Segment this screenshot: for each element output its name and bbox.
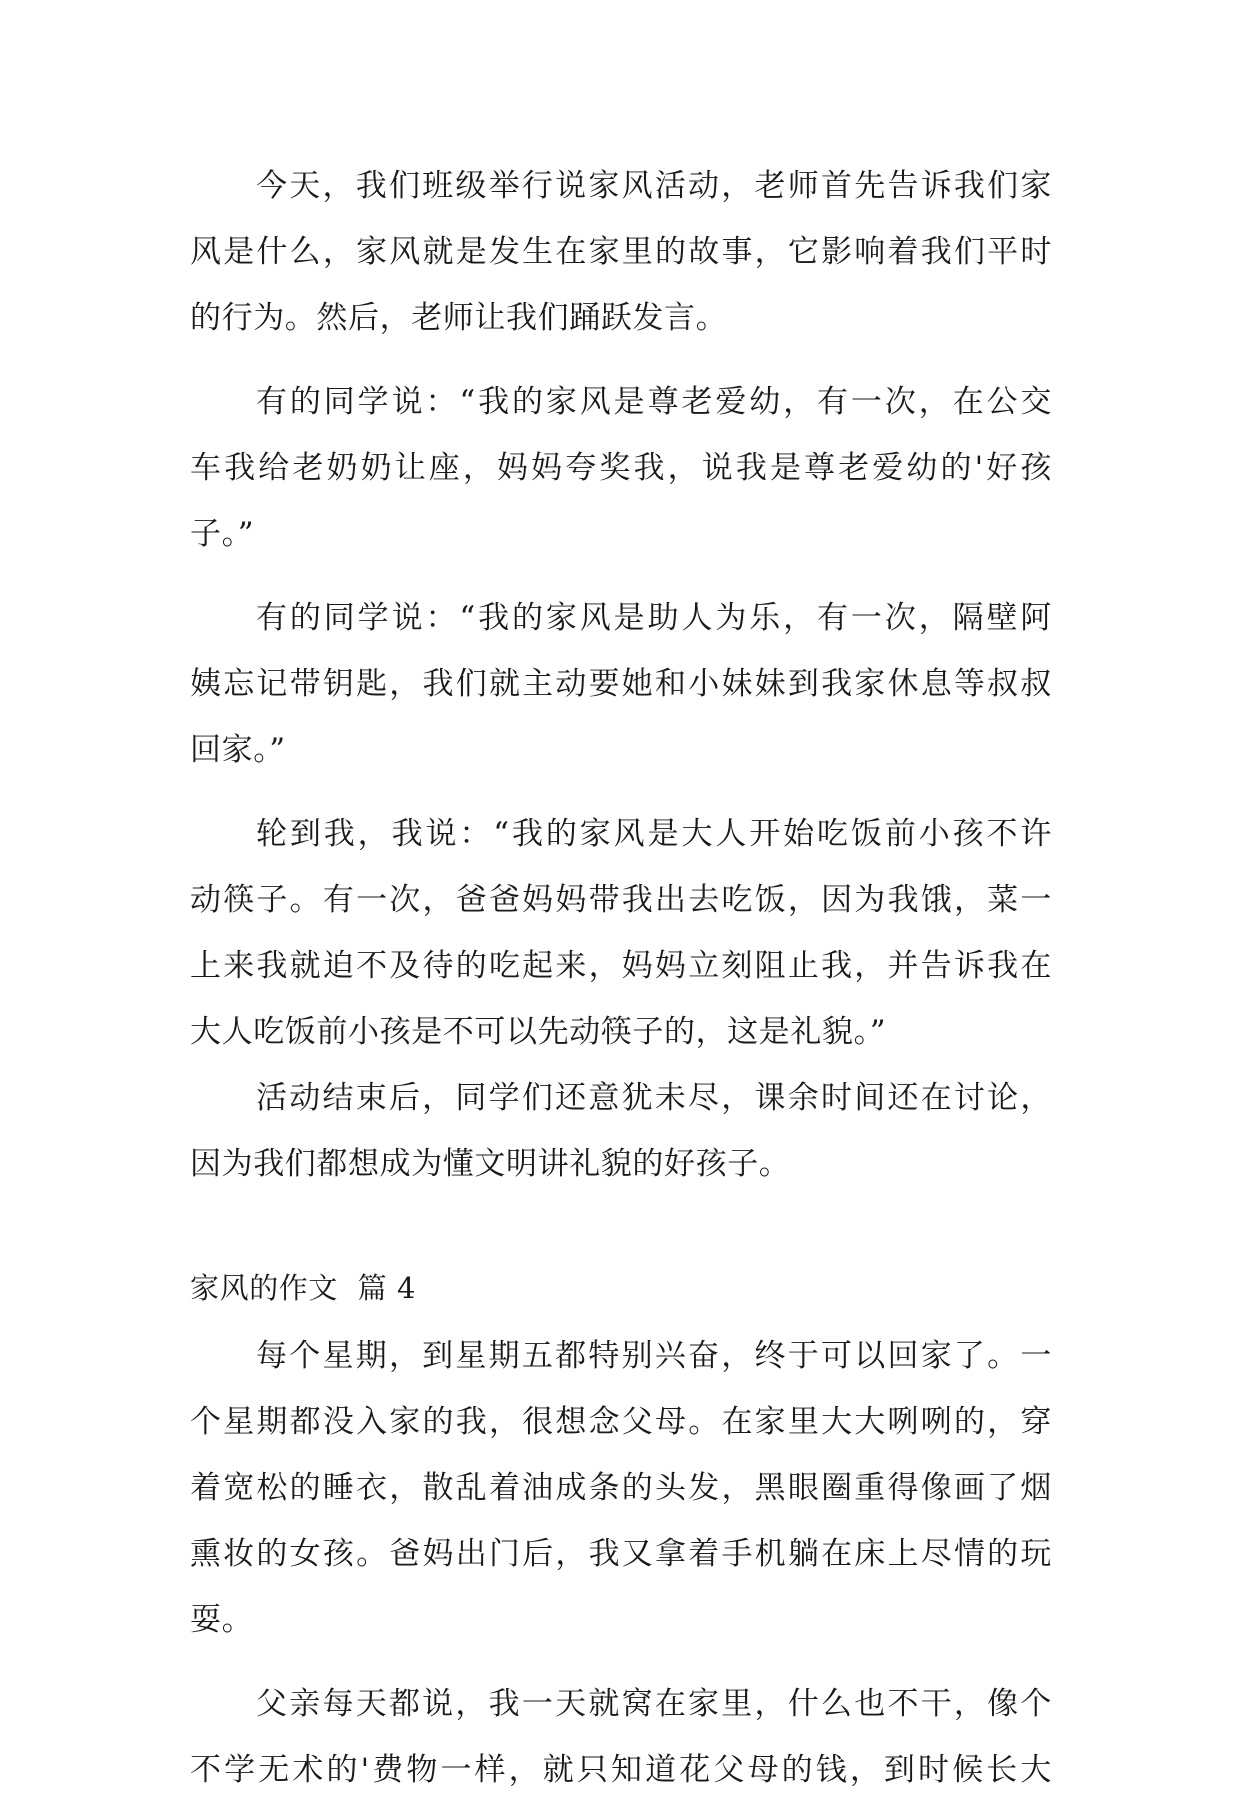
paragraph-5-line-2: 因为我们都想成为懂文明讲礼貌的好孩子。 [190, 1146, 791, 1182]
paragraph-6-line-4: 熏妆的女孩。爸妈出门后，我又拿着手机躺在床上尽情的玩 [190, 1536, 1052, 1572]
paragraph-4-line-2: 动筷子。有一次，爸爸妈妈带我出去吃饭，因为我饿，菜一 [190, 882, 1052, 918]
paragraph-2-line-3: 子。” [190, 516, 255, 552]
paragraph-4-line-3: 上来我就迫不及待的吃起来，妈妈立刻阻止我，并告诉我在 [190, 948, 1052, 984]
paragraph-2-line-1: 有的同学说：“我的家风是尊老爱幼，有一次，在公交 [256, 384, 1052, 420]
paragraph-1-line-3: 的行为。然后，老师让我们踊跃发言。 [190, 300, 728, 336]
paragraph-5-line-1: 活动结束后，同学们还意犹未尽，课余时间还在讨论， [256, 1080, 1052, 1116]
paragraph-6-line-3: 着宽松的睡衣，散乱着油成条的头发，黑眼圈重得像画了烟 [190, 1470, 1052, 1506]
paragraph-7-line-2: 不学无术的'费物一样，就只知道花父母的钱，到时候长大 [190, 1752, 1052, 1788]
paragraph-3-line-3: 回家。” [190, 732, 286, 768]
paragraph-6-line-1: 每个星期，到星期五都特别兴奋，终于可以回家了。一 [256, 1338, 1052, 1374]
paragraph-1-line-2: 风是什么，家风就是发生在家里的故事，它影响着我们平时 [190, 234, 1052, 270]
paragraph-3-line-1: 有的同学说：“我的家风是助人为乐，有一次，隔壁阿 [256, 600, 1052, 636]
paragraph-3-line-2: 姨忘记带钥匙，我们就主动要她和小妹妹到我家休息等叔叔 [190, 666, 1052, 702]
section-heading: 家风的作文 篇 4 [190, 1271, 417, 1305]
paragraph-4-line-4: 大人吃饭前小孩是不可以先动筷子的，这是礼貌。” [190, 1014, 887, 1050]
paragraph-4-line-1: 轮到我，我说：“我的家风是大人开始吃饭前小孩不许 [256, 816, 1052, 852]
paragraph-7-line-1: 父亲每天都说，我一天就窝在家里，什么也不干，像个 [256, 1686, 1052, 1722]
paragraph-1-line-1: 今天，我们班级举行说家风活动，老师首先告诉我们家 [256, 168, 1052, 204]
paragraph-2-line-2: 车我给老奶奶让座，妈妈夸奖我，说我是尊老爱幼的'好孩 [190, 450, 1052, 486]
paragraph-6-line-5: 耍。 [190, 1602, 254, 1638]
paragraph-6-line-2: 个星期都没入家的我，很想念父母。在家里大大咧咧的，穿 [190, 1404, 1052, 1440]
